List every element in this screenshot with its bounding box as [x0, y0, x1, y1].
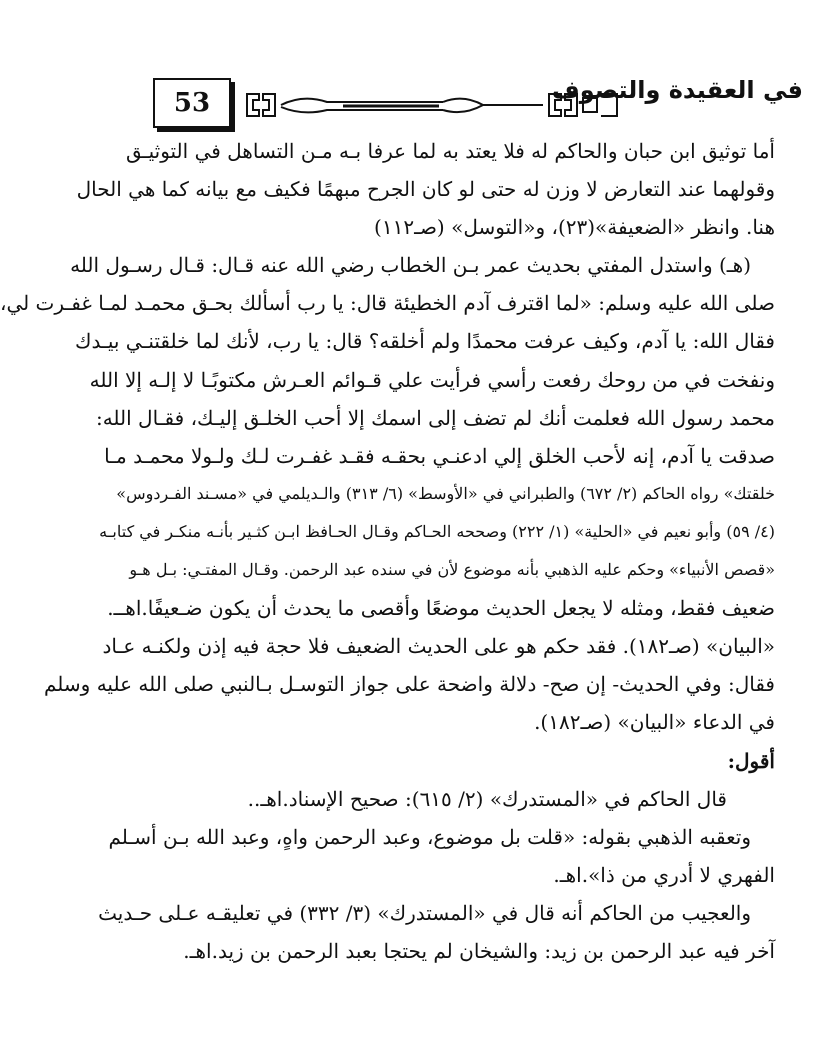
text-line: خلقتك» رواه الحاكم (٢/ ٦٧٢) والطبراني في «الأوسط» (٦/ ٣١٣) والـديلمي في «مسـند الفـردوس»	[116, 483, 775, 503]
page-number-box	[153, 78, 231, 128]
text-line: الفهري لا أدري من ذا».اهـ.	[553, 862, 775, 887]
text-line: وقولهما عند التعارض لا وزن له حتى لو كان الجرح مبهمًا فكيف مع بيانه كما هي الحال	[76, 177, 775, 202]
text-line: ضعيف فقط، ومثله لا يجعل الحديث موضعًا وأقصى ما يحدث أن يكون ضـعيفًا.اهــ.	[107, 596, 775, 621]
text-line: محمد رسول الله فعلمت أنك لم تضف إلى اسمك إلا أحب الخلـق إليـك، فقـال الله:	[95, 405, 775, 430]
page-number: 53	[173, 88, 211, 118]
body-text	[0, 132, 775, 970]
text-line: في الدعاء «البيان» (صـ١٨٢).	[534, 710, 775, 735]
text-line: ونفخت في من روحك رفعت رأسي فرأيت علي قـوائم العـرش مكتوبًـا لا إلـه إلا الله	[89, 367, 775, 392]
text-line: فقال الله: يا آدم، وكيف عرفت محمدًا ولم أخلقه؟ قال: يا رب، لأنك لما خلقتنـي بيـدك	[75, 329, 775, 354]
running-title: في العقيدة والتصوف	[551, 76, 803, 104]
text-line: فقال: وفي الحديث- إن صح- دلالة واضحة على جواز التوسـل بـالنبي صلى الله عليه وسلم	[43, 672, 775, 697]
text-line: أما توثيق ابن حبان والحاكم له فلا يعتد به لما عرفا بـه مـن التساهل في التوثيـق	[126, 139, 775, 163]
text-line: قال الحاكم في «المستدرك» (٢/ ٦١٥): صحيح الإسناد.اهـ..	[247, 786, 727, 811]
text-line: «البيان» (صـ١٨٢). فقد حكم هو على الحديث الضعيف فلا حجة فيه إذن ولكنـه عـاد	[102, 634, 775, 659]
page-header	[143, 66, 803, 132]
section-heading: أقول:	[727, 748, 775, 773]
text-line: (هـ) واستدل المفتي بحديث عمر بـن الخطاب رضي الله عنه قـال: قـال رسـول الله	[70, 253, 751, 278]
text-line: صلى الله عليه وسلم: «لما اقترف آدم الخطيئة قال: يا رب أسألك بحـق محمـد لمـا غفـرت لي،	[0, 291, 775, 316]
text-line: «قصص الأنبياء» وحكم عليه الذهبي بأنه موضوع لأن في سنده عبد الرحمن. وقـال المفتـي: بـل هـو	[129, 560, 775, 580]
text-line: هنا. وانظر «الضعيفة»(٢٣)، و«التوسل» (صـ١١٢)	[374, 215, 775, 240]
text-line: وتعقبه الذهبي بقوله: «قلت بل موضوع، وعبد الرحمن واهٍ، وعبد الله بـن أسـلم	[108, 824, 751, 849]
text-line: صدقت يا آدم، إنه لأحب الخلق إلي ادعنـي بحقـه فقـد غفـرت لـك ولـولا محمـد مـا	[104, 443, 775, 468]
text-line: والعجيب من الحاكم أنه قال في «المستدرك» (٣/ ٣٣٢) في تعليقـه عـلى حـديث	[98, 900, 751, 925]
text-line: (٤/ ٥٩) وأبو نعيم في «الحلية» (١/ ٢٢٢) وصححه الحـاكم وقـال الحـافظ ابـن كثـير بأنـه منكـر في كتابـه	[99, 521, 775, 541]
text-line: آخر فيه عبد الرحمن بن زيد: والشيخان لم يحتجا بعبد الرحمن بن زيد.اهـ.	[183, 938, 775, 963]
